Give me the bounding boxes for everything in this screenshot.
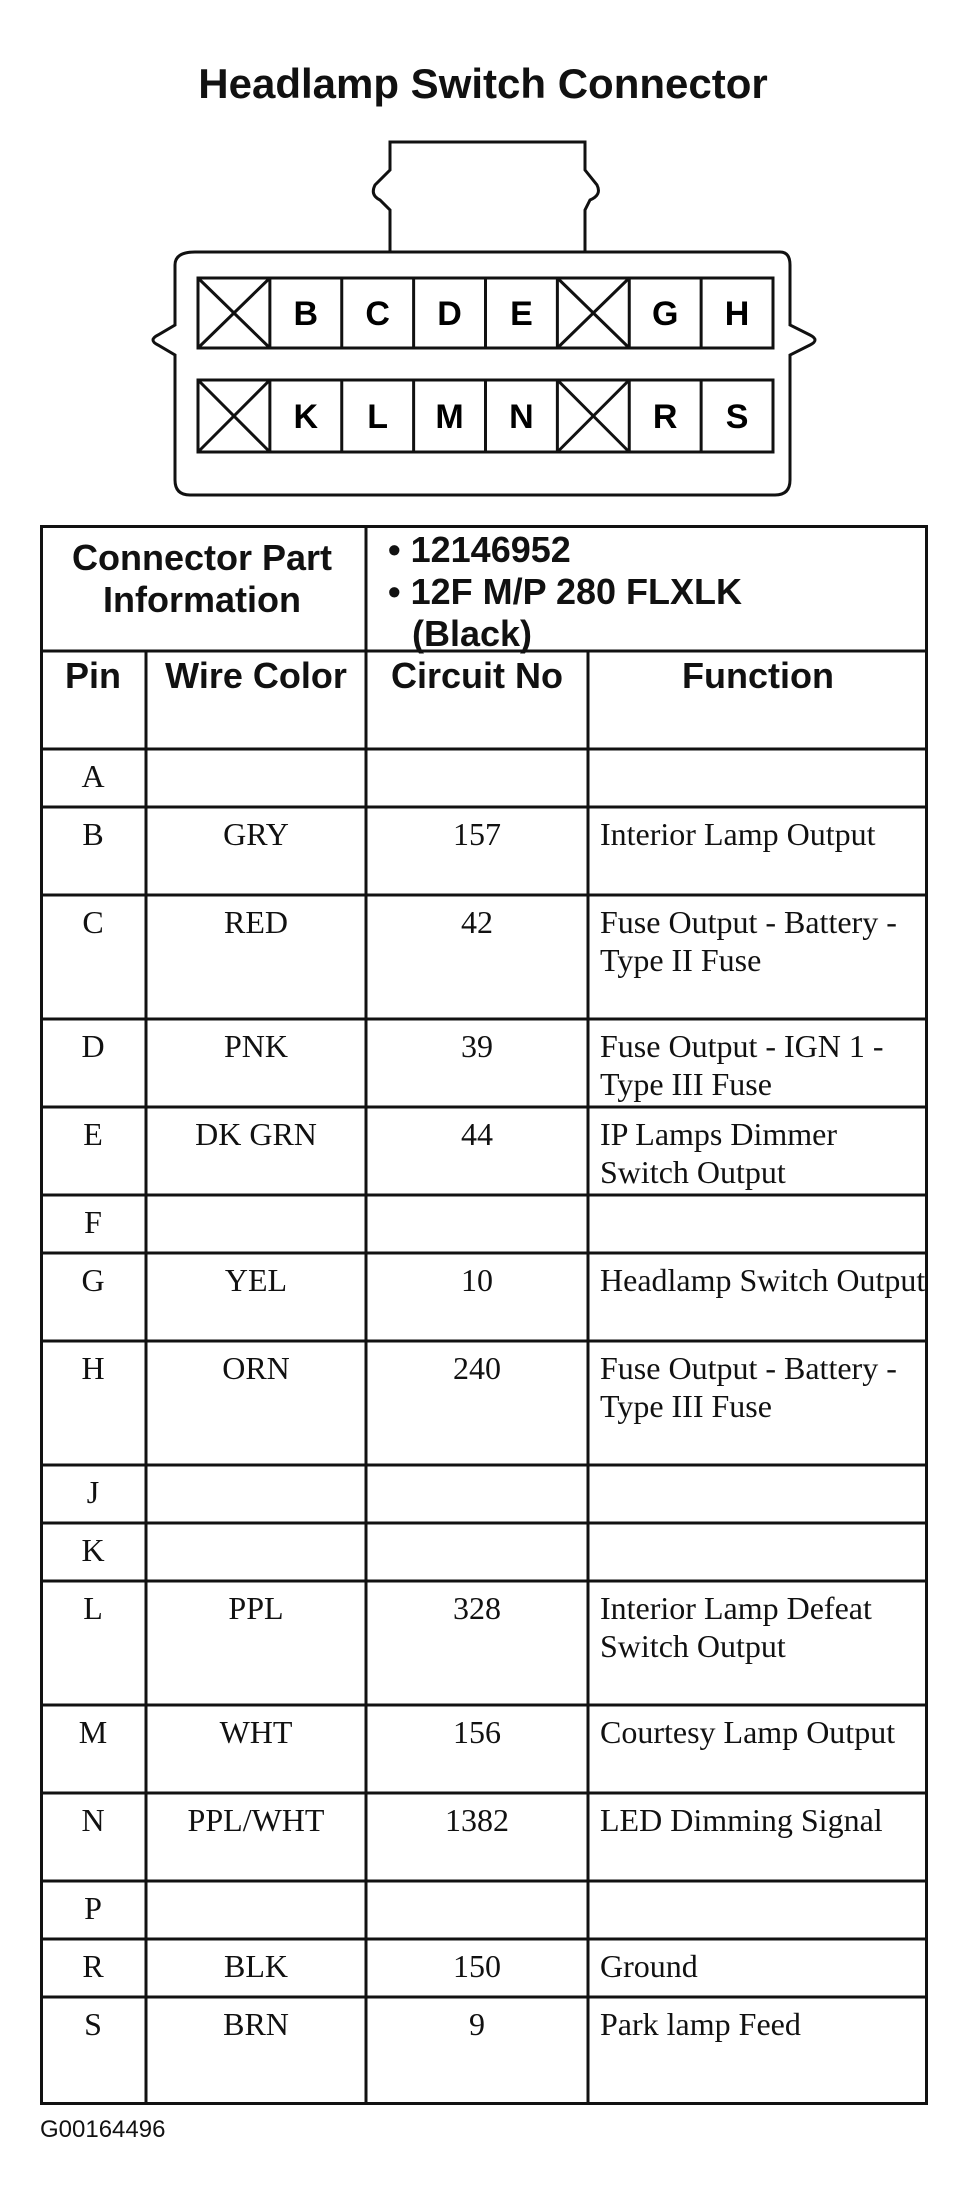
function-cell: [588, 1203, 928, 1253]
pin-cell: H: [81, 1350, 105, 1386]
function-cell: [588, 1473, 928, 1523]
blocked-cavity-x: [198, 380, 270, 452]
circuit-cell: 157: [453, 816, 501, 852]
function-cell: Headlamp Switch Output: [600, 1262, 926, 1298]
column-header-pin: Pin: [64, 655, 121, 696]
circuit-cell: [366, 1889, 588, 1939]
function-cell: Interior Lamp Output: [600, 816, 876, 852]
diagram-title: Headlamp Switch Connector: [198, 60, 768, 107]
column-header-wire-color: Wire Color: [165, 655, 347, 696]
pin-cell: S: [84, 2006, 102, 2042]
blocked-cavity-x: [557, 278, 629, 348]
pin-cell: E: [83, 1116, 103, 1152]
wire-color-cell: PNK: [223, 1028, 288, 1064]
wire-color-cell: GRY: [223, 816, 289, 852]
wire-color-cell: ORN: [222, 1350, 290, 1386]
wire-color-cell: BLK: [224, 1948, 288, 1984]
circuit-cell: 10: [461, 1262, 493, 1298]
cavity-label-R: R: [652, 398, 678, 436]
cavity-label-G: G: [651, 295, 679, 333]
pin-cell: C: [82, 904, 104, 940]
circuit-cell: 328: [453, 1590, 501, 1626]
pin-cell: G: [81, 1262, 105, 1298]
pin-cell: D: [81, 1028, 105, 1064]
blocked-cavity-x: [198, 278, 270, 348]
wire-color-cell: PPL: [228, 1590, 284, 1626]
blocked-cavity-x: [557, 380, 629, 452]
function-cell: [588, 757, 928, 807]
pin-cell: P: [84, 1890, 102, 1926]
wire-color-cell: [146, 757, 366, 807]
circuit-cell: [366, 1531, 588, 1581]
circuit-cell: 42: [461, 904, 493, 940]
function-cell: Ground: [600, 1948, 698, 1984]
function-cell: Fuse Output - Battery - Type III Fuse: [600, 1350, 897, 1424]
wire-color-cell: [146, 1889, 366, 1939]
part-info-label: Connector Part Information: [71, 537, 333, 620]
pin-cell: K: [81, 1532, 105, 1568]
circuit-cell: 1382: [445, 1802, 509, 1838]
circuit-cell: 44: [461, 1116, 493, 1152]
wire-color-cell: PPL/WHT: [187, 1802, 325, 1838]
wire-color-cell: DK GRN: [195, 1116, 317, 1152]
function-cell: Fuse Output - IGN 1 - Type III Fuse: [600, 1028, 884, 1102]
wire-color-cell: BRN: [223, 2006, 289, 2042]
wire-color-cell: WHT: [219, 1714, 293, 1750]
pin-cell: J: [86, 1474, 100, 1510]
part-color-line: (Black): [412, 613, 533, 654]
part-number-line: • 12146952: [388, 529, 571, 570]
wire-color-cell: YEL: [224, 1262, 288, 1298]
function-cell: IP Lamps Dimmer Switch Output: [600, 1116, 837, 1190]
wire-color-cell: [146, 1531, 366, 1581]
circuit-cell: 156: [453, 1714, 501, 1750]
function-cell: Courtesy Lamp Output: [600, 1714, 896, 1750]
pin-cell: N: [81, 1802, 105, 1838]
cavity-label-S: S: [725, 398, 749, 436]
function-cell: Interior Lamp Defeat Switch Output: [600, 1590, 872, 1664]
circuit-cell: [366, 1203, 588, 1253]
pin-cell: B: [82, 816, 104, 852]
figure-id: G00164496: [40, 2116, 166, 2143]
connector-latch: [373, 142, 598, 252]
circuit-cell: 150: [453, 1948, 501, 1984]
cavity-label-H: H: [724, 295, 750, 333]
function-cell: Fuse Output - Battery - Type II Fuse: [600, 904, 897, 978]
cavity-label-D: D: [437, 295, 462, 333]
pin-cell: R: [82, 1948, 104, 1984]
connector-diagram: [0, 130, 966, 520]
function-cell: [588, 1531, 928, 1581]
part-type-line: • 12F M/P 280 FLXLK: [388, 571, 743, 612]
cavity-label-E: E: [510, 295, 533, 333]
wire-color-cell: [146, 1473, 366, 1523]
circuit-cell: 9: [469, 2006, 485, 2042]
cavity-label-B: B: [293, 295, 319, 333]
cavity-label-K: K: [293, 398, 319, 436]
column-header-function: Function: [682, 655, 834, 696]
wire-color-cell: [146, 1203, 366, 1253]
pin-cell: A: [81, 758, 105, 794]
pin-cell: M: [78, 1714, 108, 1750]
circuit-cell: 39: [461, 1028, 493, 1064]
cavity-label-C: C: [365, 295, 390, 333]
pinout-table: [40, 525, 928, 2105]
cavity-label-L: L: [367, 398, 389, 436]
cavity-label-M: M: [435, 398, 464, 436]
circuit-cell: [366, 757, 588, 807]
circuit-cell: [366, 1473, 588, 1523]
function-cell: Park lamp Feed: [600, 2006, 801, 2042]
wire-color-cell: RED: [224, 904, 288, 940]
pin-cell: L: [83, 1590, 103, 1626]
circuit-cell: 240: [453, 1350, 501, 1386]
pin-cell: F: [84, 1204, 102, 1240]
function-cell: LED Dimming Signal: [600, 1802, 883, 1838]
function-cell: [588, 1889, 928, 1939]
cavity-label-N: N: [509, 398, 534, 436]
column-header-circuit-no: Circuit No: [390, 655, 563, 696]
